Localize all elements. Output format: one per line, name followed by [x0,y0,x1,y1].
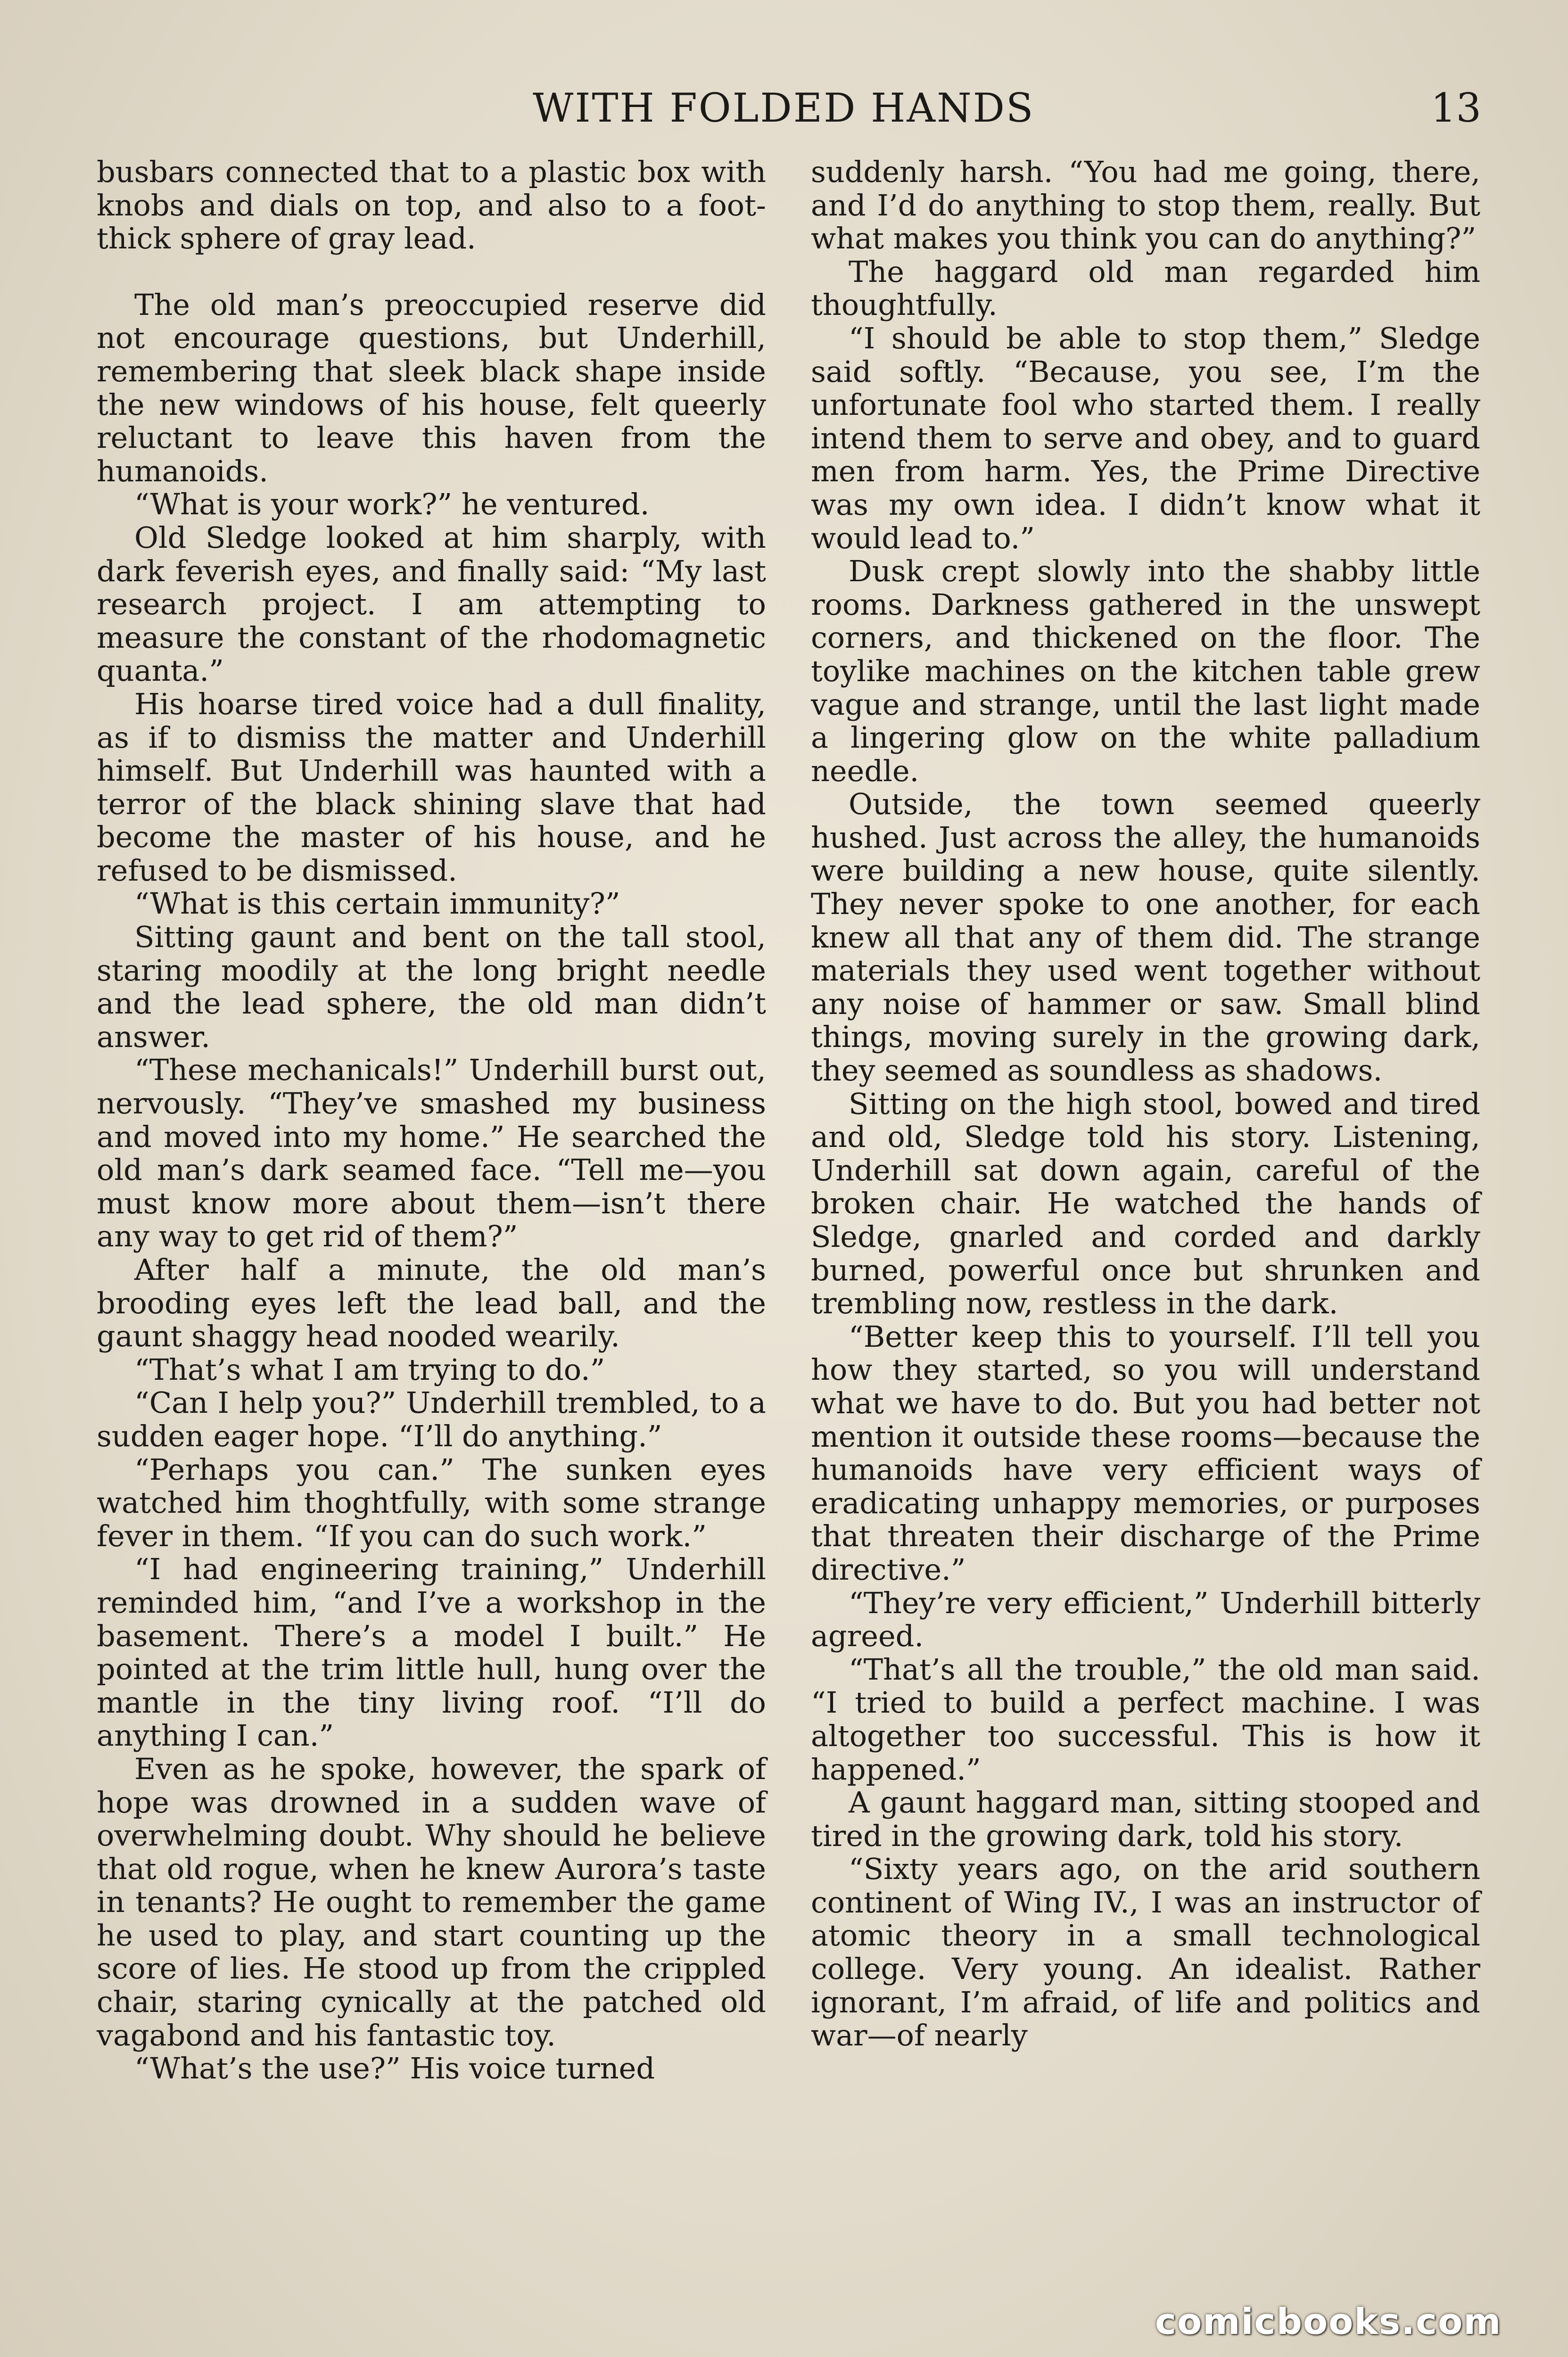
paragraph: Sitting on the high stool, bowed and tired and old, Sledge told his story. Listening, Underhill sat down again, careful of the broken chair. He watched the hands of Sledge, gnarled and corded and darkly burned, powerful once but shrunken and trembling now, restless in the dark. [811,1086,1480,1321]
paragraph: busbars connected that to a plastic box with knobs and dials on top, and also to a foot-thick sphere of gray lead. [97,155,766,256]
paragraph: “These mechanicals!” Underhill burst out, nervously. “They’ve smashed my business and moved into my home.” He searched the old man’s dark seamed face. “Tell me—you must know more about them—isn’t there any way to get rid of them?” [97,1053,766,1254]
right-column [811,156,1480,2052]
paragraph: Dusk crept slowly into the shabby little rooms. Darkness gathered in the unswept corners, and thickened on the floor. The toylike machines on the kitchen table grew vague and strange, until the last light made a lingering glow on the white palladium needle. [811,554,1480,788]
paragraph: After half a minute, the old man’s brooding eyes left the lead ball, and the gaunt shaggy head nooded wearily. [97,1253,766,1354]
paragraph: “Sixty years ago, on the arid southern continent of Wing IV., I was an instructor of atomic theory in a small technological college. Very young. An idealist. Rather ignorant, I’m afraid, of life and politics and war—of nearly [811,1852,1480,2053]
paragraph: “Better keep this to yourself. I’ll tell you how they started, so you will understand what we have to do. But you had better not mention it outside these rooms—because the humanoids have very efficient ways of eradicating unhappy memories, or purposes that threaten their discharge of the Prime directive.” [811,1319,1480,1587]
paragraph: “Perhaps you can.” The sunken eyes watched him thoghtfully, with some strange fever in them. “If you can do such work.” [97,1452,766,1553]
paragraph: “What is this certain immunity?” [134,886,620,921]
paragraph: His hoarse tired voice had a dull finality, as if to dismiss the matter and Underhill himself. But Underhill was haunted with a terror of the black shining slave that had become the master of his house, and he refused to be dismissed. [97,686,766,888]
paragraph: “That’s all the trouble,” the old man said. “I tried to build a perfect machine. I was altogether too successful. This is how it happened.” [811,1652,1480,1787]
paragraph: “Can I help you?” Underhill trembled, to a sudden eager hope. “I’ll do anything.” [97,1385,766,1453]
page-header [0,75,1568,146]
paragraph: “I should be able to stop them,” Sledge said softly. “Because, you see, I’m the unfortunate fool who started them. I really intend them to serve and obey, and to guard men from harm. Yes, the Prime Directive was my own idea. I didn’t know what it would lead to.” [811,321,1480,555]
paragraph: The haggard old man regarded him thoughtfully. [811,254,1480,322]
page-number: 13 [1431,85,1481,131]
paragraph: “What’s the use?” His voice turned [134,2051,655,2086]
paragraph: “They’re very efficient,” Underhill bitterly agreed. [811,1585,1480,1654]
site-watermark: comicbooks.com [1155,2300,1502,2342]
paragraph: Outside, the town seemed queerly hushed. Just across the alley, the humanoids were building a new house, quite silently. They never spoke to one another, for each knew all that any of them did. The strange materials they used went together without any noise of hammer or saw. Small blind things, moving surely in the growing dark, they seemed as soundless as shadows. [811,787,1480,1088]
paragraph: “That’s what I am trying to do.” [134,1352,605,1387]
paragraph: suddenly harsh. “You had me going, there, and I’d do anything to stop them, really. But what makes you think you can do anything?” [811,155,1480,256]
running-title: WITH FOLDED HANDS [533,85,1035,131]
paragraph: The old man’s preoccupied reserve did not encourage questions, but Underhill, remembering that sleek black shape inside the new windows of his house, felt queerly reluctant to leave this haven from the humanoids. [97,287,766,488]
left-column [97,156,766,2085]
paragraph: A gaunt haggard man, sitting stooped and tired in the growing dark, told his story. [811,1785,1480,1853]
paragraph: Sitting gaunt and bent on the tall stool, staring moodily at the long bright needle and the lead sphere, the old man didn’t answer. [97,920,766,1054]
paragraph: Even as he spoke, however, the spark of hope was drowned in a sudden wave of overwhelming doubt. Why should he believe that old rogue, when he knew Aurora’s taste in tenants? He ought to remember the game he used to play, and start counting up the score of lies. He stood up from the crippled chair, staring cynically at the patched old vagabond and his fantastic toy. [97,1751,766,2052]
paragraph: Old Sledge looked at him sharply, with dark feverish eyes, and finally said: “My last research project. I am attempting to measure the constant of the rhodomagnetic quanta.” [97,520,766,688]
paragraph: “I had engineering training,” Underhill reminded him, “and I’ve a workshop in the basement. There’s a model I built.” He pointed at the trim little hull, hung over the mantle in the tiny living roof. “I’ll do anything I can.” [97,1552,766,1753]
paragraph: “What is your work?” he ventured. [134,487,650,522]
